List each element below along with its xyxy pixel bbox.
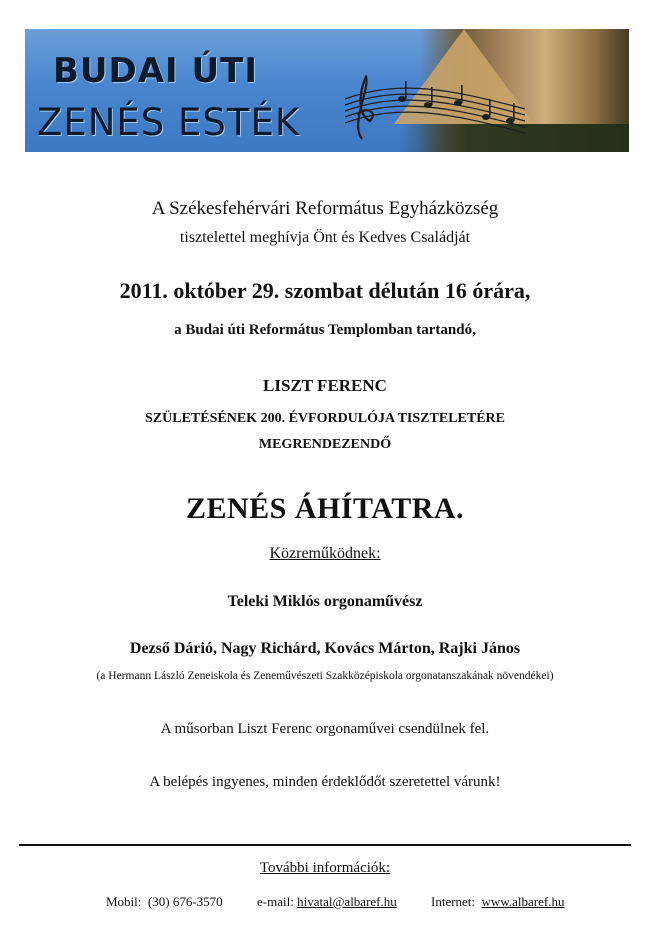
email-contact bbox=[257, 894, 397, 910]
occasion-line-1: SZÜLETÉSÉNEK 200. ÉVFORDULÓJA TISZTELETÉRE bbox=[145, 411, 505, 426]
music-notes-icon bbox=[340, 69, 530, 149]
banner-title-line-2: ZENÉS ESTÉK bbox=[37, 101, 301, 144]
header-banner bbox=[25, 29, 629, 152]
event-date: 2011. október 29. szombat délután 16 órára, bbox=[119, 278, 531, 303]
email-link[interactable]: hivatal@albaref.hu bbox=[297, 894, 397, 909]
student-performers: Dezső Dárió, Nagy Richárd, Kovács Márton, Rajki János bbox=[129, 640, 521, 657]
organist-name: Teleki Miklós orgonaművész bbox=[227, 593, 423, 610]
composer-name: LISZT FERENC bbox=[263, 376, 387, 395]
performers-heading: Közreműködnek: bbox=[269, 545, 381, 562]
email-label: e-mail: bbox=[257, 894, 294, 909]
info-heading: További információk: bbox=[259, 860, 391, 876]
invite-line: tisztelettel meghívja Önt és Kedves Családját bbox=[179, 229, 471, 246]
mobile-label: Mobil: bbox=[106, 894, 142, 909]
organizer-name: A Székesfehérvári Református Egyházközség bbox=[151, 198, 499, 219]
internet-label: Internet: bbox=[431, 894, 476, 909]
banner-title-line-1: BUDAI ÚTI bbox=[53, 51, 258, 91]
event-venue: a Budai úti Református Templomban tartandó, bbox=[174, 322, 476, 338]
mobile-number: (30) 676-3570 bbox=[147, 894, 223, 909]
program-line: A műsorban Liszt Ferenc orgonaművei csendülnek fel. bbox=[160, 721, 490, 737]
entry-line: A belépés ingyenes, minden érdeklődőt szeretettel várunk! bbox=[149, 774, 501, 790]
occasion-line-2: MEGRENDEZENDŐ bbox=[258, 437, 392, 452]
website-link[interactable]: www.albaref.hu bbox=[481, 894, 565, 909]
mobile-contact bbox=[106, 894, 223, 910]
event-title: ZENÉS ÁHÍTATRA. bbox=[185, 492, 465, 525]
students-note: (a Hermann László Zeneiskola és Zeneművészeti Szakközépiskola orgonatanszakának növendékei) bbox=[96, 670, 554, 682]
internet-contact bbox=[431, 894, 564, 910]
footer-divider bbox=[19, 844, 631, 846]
